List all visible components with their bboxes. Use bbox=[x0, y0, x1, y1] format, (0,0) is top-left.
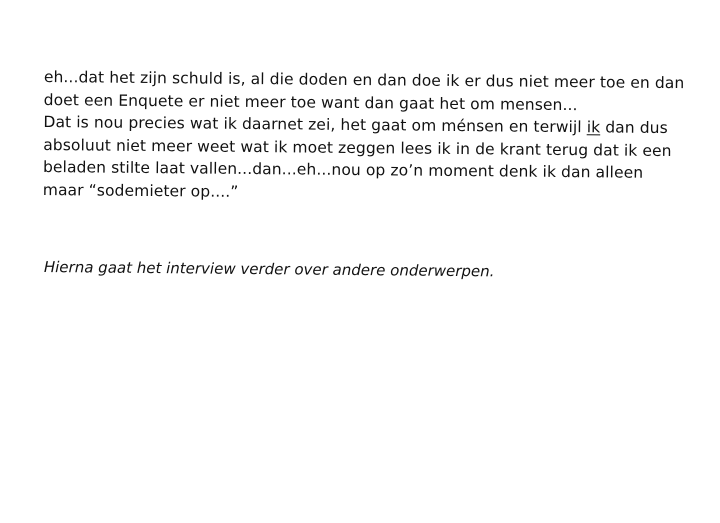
interview-transcript-paragraph bbox=[43, 66, 714, 207]
transcript-line-6: maar “sodemieter op....” bbox=[42, 180, 239, 201]
transcript-line-3-start: Dat is nou precies wat ik daarnet zei, het gaat om ménsen en terwijl bbox=[43, 112, 587, 137]
transcript-line-3-end: dan dus bbox=[600, 118, 668, 137]
underlined-word: ik bbox=[586, 118, 601, 137]
transcript-line-4: absoluut niet meer weet wat ik moet zeggen lees ik in de krant terug dat ik een bbox=[43, 135, 672, 160]
transcript-line-2: doet een Enquete er niet meer toe want dan gaat het om mensen... bbox=[43, 90, 578, 114]
transcript-line-1: eh...dat het zijn schuld is, al die doden en dan doe ik er dus niet meer toe en dan bbox=[43, 67, 685, 93]
italic-note: Hierna gaat het interview verder over andere onderwerpen. bbox=[43, 258, 495, 281]
transcript-line-5: beladen stilte laat vallen...dan...eh...nou op zo’n moment denk ik dan alleen bbox=[42, 157, 644, 182]
